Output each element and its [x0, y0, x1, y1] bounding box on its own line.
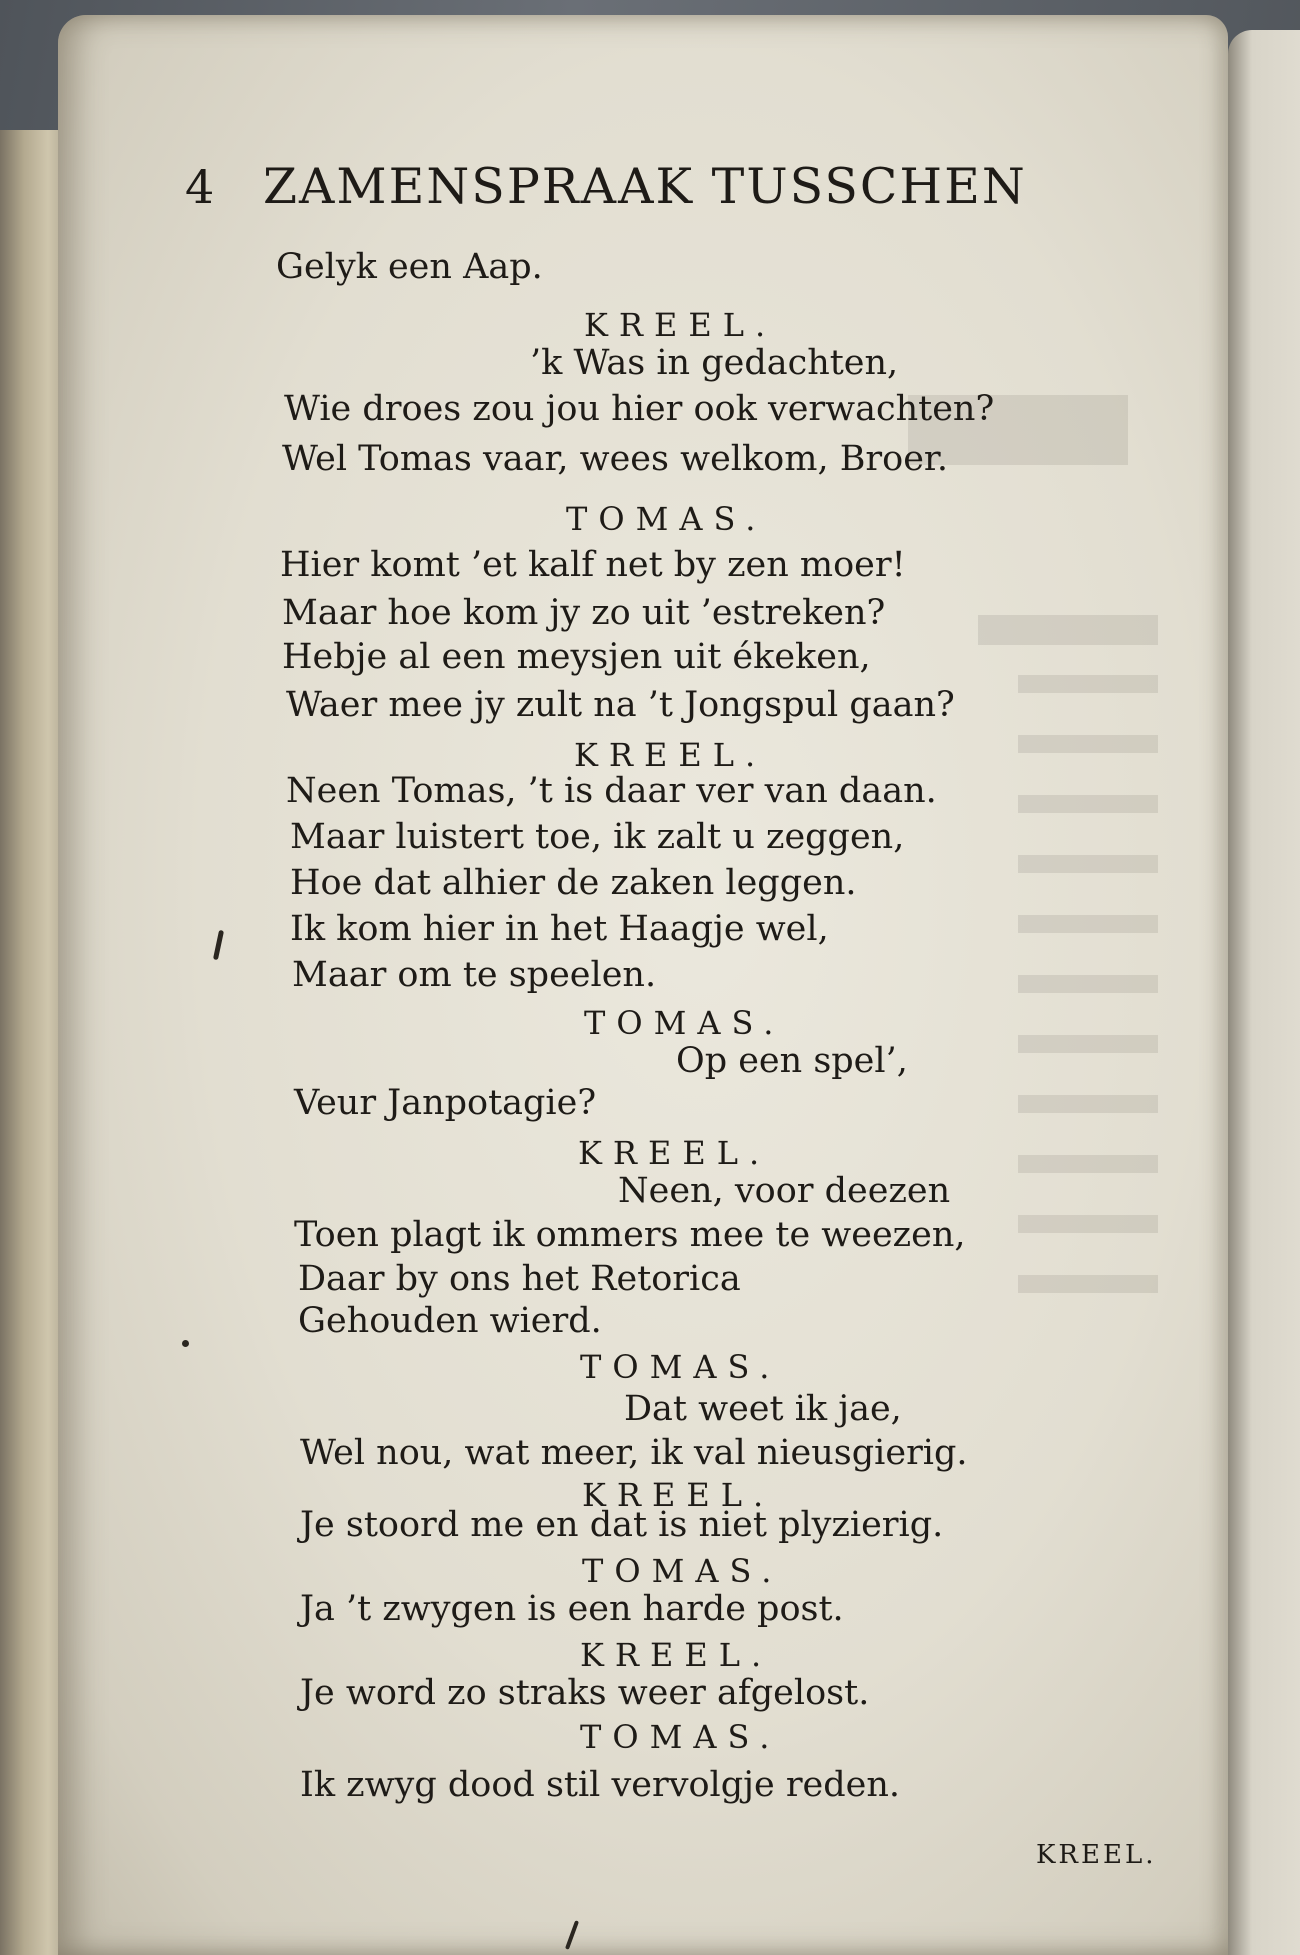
verse-line: Gehouden wierd. — [298, 1301, 602, 1341]
speaker-label: TOMAS. — [580, 1348, 781, 1386]
speaker-label: TOMAS. — [580, 1718, 781, 1756]
verse-line: Wel Tomas vaar, wees welkom, Broer. — [282, 439, 948, 479]
verse-line: Wel nou, wat meer, ik val nieusgierig. — [300, 1433, 968, 1473]
speaker-label: KREEL. — [580, 1636, 773, 1674]
verse-line: Dat weet ik jae, — [624, 1389, 902, 1429]
verse-line: ’k Was in gedachten, — [530, 343, 899, 383]
speaker-label: TOMAS. — [582, 1552, 783, 1590]
ink-speck — [182, 1340, 189, 1347]
verse-line: Hier komt ’et kalf net by zen moer! — [280, 545, 906, 585]
verse-line: Hebje al een meysjen uit ékeken, — [282, 637, 871, 677]
verse-line: Ja ’t zwygen is een harde post. — [300, 1589, 844, 1629]
running-title: ZAMENSPRAAK TUSSCHEN — [263, 158, 1027, 215]
verse-line: Neen Tomas, ’t is daar ver van daan. — [286, 771, 937, 811]
verse-line: Maar hoe kom jy zo uit ’estreken? — [282, 593, 886, 633]
verse-line: Maar om te speelen. — [292, 955, 657, 995]
verse-line: Maar luistert toe, ik zalt u zeggen, — [290, 817, 905, 857]
verse-line: Gelyk een Aap. — [276, 247, 543, 287]
speaker-label: TOMAS. — [584, 1004, 785, 1042]
speaker-label: KREEL. — [574, 736, 767, 774]
speaker-label: TOMAS. — [566, 500, 767, 538]
speaker-label: KREEL. — [584, 306, 777, 344]
verse-line: Ik kom hier in het Haagje wel, — [290, 909, 829, 949]
verse-line: Hoe dat alhier de zaken leggen. — [290, 863, 857, 903]
verse-line: Daar by ons het Retorica — [298, 1259, 741, 1299]
catchword: KREEL. — [1036, 1840, 1157, 1870]
verse-line: Je word zo straks weer afgelost. — [300, 1673, 870, 1713]
verse-line: Veur Janpotagie? — [294, 1083, 597, 1123]
verse-line: Waer mee jy zult na ’t Jongspul gaan? — [286, 685, 955, 725]
verse-line: Ik zwyg dood stil vervolgje reden. — [300, 1765, 901, 1805]
speaker-label: KREEL. — [578, 1134, 771, 1172]
verse-line: Toen plagt ik ommers mee te weezen, — [294, 1215, 966, 1255]
page-number: 4 — [185, 160, 215, 214]
verse-line: Op een spel’, — [676, 1041, 908, 1081]
verse-line: Neen, voor deezen — [618, 1171, 951, 1211]
facing-page-edge — [1228, 30, 1300, 1955]
speaker-label: KREEL. — [582, 1476, 775, 1514]
verse-line: Je stoord me en dat is niet plyzierig. — [300, 1505, 944, 1545]
verse-line: Wie droes zou jou hier ook verwachten? — [284, 389, 995, 429]
